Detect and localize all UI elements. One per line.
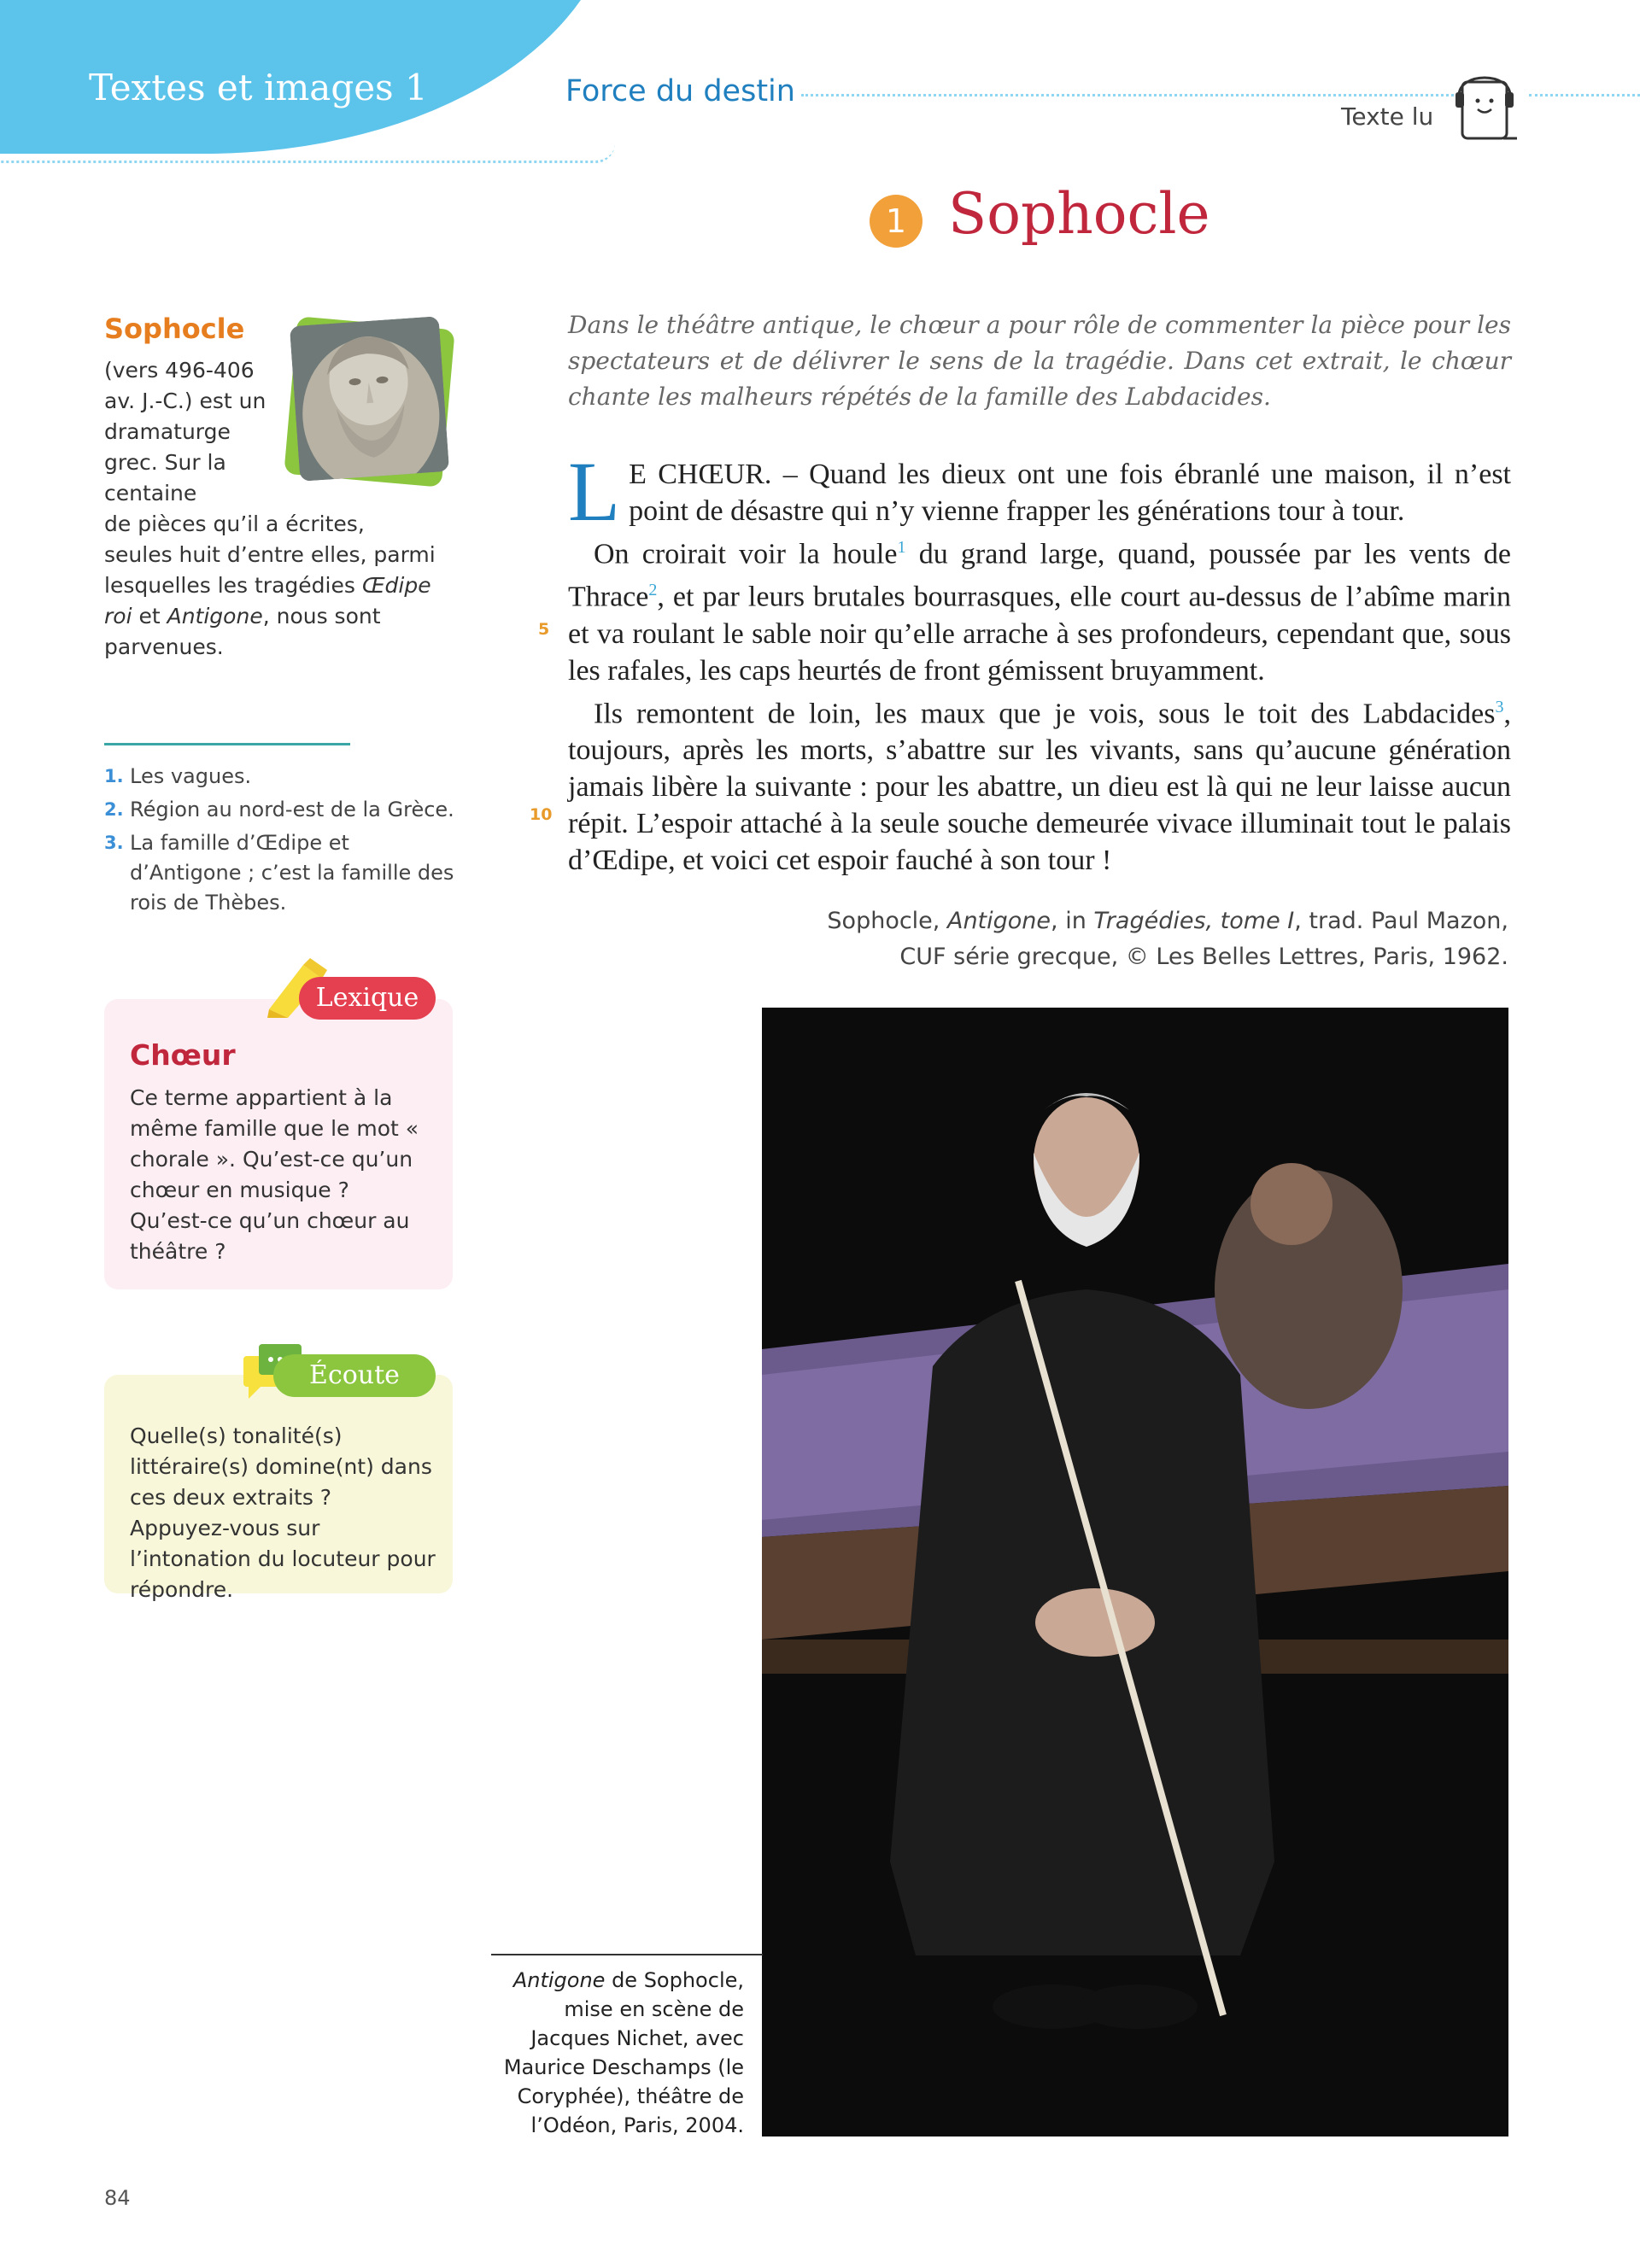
page-title: Sophocle [948, 181, 1210, 247]
citation-text: , trad. Paul Mazon, [1294, 908, 1508, 934]
bio-line: dramaturge [104, 419, 231, 444]
footnote [104, 762, 463, 792]
header-dotted-line-end [1529, 94, 1640, 96]
citation-work: Antigone [946, 908, 1051, 934]
bio-line: centaine [104, 481, 197, 506]
bio-text [104, 355, 437, 663]
footnote-ref[interactable]: 2 [648, 581, 658, 600]
citation-collection: Tragédies, tome I [1093, 908, 1295, 934]
bio-line: (vers 496-406 [104, 358, 255, 383]
footnote-number: 3. [104, 833, 124, 853]
notes-divider [104, 743, 350, 745]
caption-text: de Sophocle, mise en scène de Jacques Nichet, avec Maurice Deschamps (le Coryphée), théâtre de l’Odéon, Paris, 2004. [503, 1968, 744, 2137]
bio-text-fragment: , nous sont parvenues. [104, 604, 381, 659]
paragraph-text: , et par leurs brutales bourrasques, elle court au-dessus de l’abîme marin et va roulant le sable noir qu’elle arrache à ses profondeurs, cependant que, sous les rafales, les caps heurtés de front gémissent bruyamment. [568, 581, 1511, 687]
bio-line: grec. Sur la [104, 450, 226, 475]
photo-caption [491, 1966, 744, 2140]
paragraph-text: On croirait voir la houle [594, 538, 898, 570]
page-number: 84 [104, 2186, 131, 2210]
drop-cap: L [568, 444, 621, 539]
citation-author: Sophocle, [827, 908, 947, 934]
ecoute-text: Quelle(s) tonalité(s) littéraire(s) domine(nt) dans ces deux extraits ? Appuyez-vous sur l’intonation du locuteur pour répondre. [130, 1423, 436, 1602]
paragraph-text: du grand large, quand, poussée par les vents de Thrace [568, 538, 1512, 613]
paragraph-text: Ils remontent de loin, les maux que je vois, sous le toit des Labdacides [594, 697, 1496, 729]
paragraph-text: E CHŒUR. – Quand les dieux ont une fois ébranlé une maison, il n’est point de désastre qui n’y vienne frapper les générations tour à tour. [629, 459, 1511, 527]
bio-work-title: Œdipe roi [104, 573, 431, 628]
ecoute-tag: Écoute [273, 1354, 436, 1397]
bio-work-title: Antigone [167, 604, 263, 628]
paragraph [568, 529, 1511, 689]
header-dotted-border [0, 143, 615, 163]
footnote [104, 795, 463, 825]
citation-text: , in [1051, 908, 1094, 934]
lexique-tag: Lexique [299, 977, 436, 1020]
text-number-badge: 1 [870, 195, 922, 248]
paragraph [568, 444, 1511, 539]
lexique-word: Chœur [130, 1038, 236, 1072]
stage-photo [762, 1008, 1508, 2136]
footnote-text: Les vagues. [130, 764, 252, 788]
citation-line [769, 903, 1508, 939]
caption-work-title: Antigone [512, 1968, 606, 1992]
paragraph [568, 689, 1511, 879]
chapter-title: Force du destin [565, 74, 795, 108]
header-dotted-line [801, 94, 1463, 96]
caption-divider [491, 1954, 763, 1955]
section-title: Textes et images 1 [89, 67, 428, 108]
paragraph-text: , toujours, après les morts, s’abattre sur les vivants, sans qu’aucune génération jamais libère la suivante : pour les abattre, un dieu est là qui ne leur laisse aucun répit. L’espoir attaché à la seule souche demeurée vivace illuminait tout le palais d’Œdipe, et voici cet espoir fauché à son tour ! [568, 697, 1511, 876]
source-citation [769, 903, 1508, 975]
footnote-number: 2. [104, 799, 124, 820]
bio-text-fragment: de pièces qu’il a écrites, seules huit d’entre elles, parmi lesquelles les tragédies [104, 511, 436, 598]
footnote [104, 828, 463, 918]
bio-text-fragment: et [132, 604, 167, 628]
footnotes-list [104, 762, 463, 921]
main-text [568, 444, 1512, 879]
footnote-number: 1. [104, 766, 124, 786]
bio-line: av. J.-C.) est un [104, 389, 266, 413]
footnote-text: Région au nord-est de la Grèce. [130, 798, 454, 821]
citation-line: CUF série grecque, © Les Belles Lettres, Paris, 1962. [899, 944, 1508, 970]
intro-text: Dans le théâtre antique, le chœur a pour rôle de commenter la pièce pour les spectateurs et de délivrer le sens de la tragédie. Dans cet extrait, le chœur chante les malheurs répétés de la famille des Labdacides. [568, 311, 1511, 411]
bio-line [104, 509, 437, 663]
audio-label: Texte lu [1341, 102, 1434, 131]
footnote-text: La famille d’Œdipe et d’Antigone ; c’est la famille des rois de Thèbes. [130, 831, 454, 915]
bio-name: Sophocle [104, 313, 245, 345]
footnote-ref[interactable]: 3 [1495, 697, 1504, 716]
footnote-ref[interactable]: 1 [897, 538, 906, 557]
headphones-icon[interactable] [1452, 67, 1517, 143]
lexique-text: Ce terme appartient à la même famille que le mot « chorale ». Qu’est-ce qu’un chœur en musique ? Qu’est-ce qu’un chœur au théâtre ? [130, 1085, 419, 1264]
line-number: 10 [530, 805, 553, 824]
line-number: 5 [538, 620, 550, 639]
